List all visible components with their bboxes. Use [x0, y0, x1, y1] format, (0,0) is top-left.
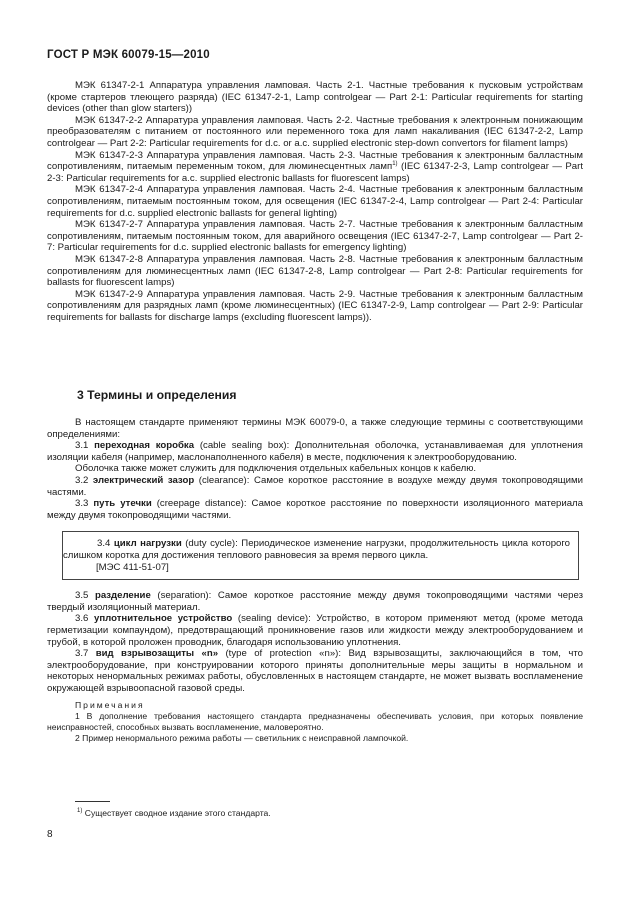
- term-name: цикл нагрузки: [113, 538, 182, 550]
- reference-item: МЭК 61347-2-7 Аппаратура управления ламповая. Часть 2-7. Частные требования к электронным балластным сопротивлениям, питаемым постоянным током, для аварийного освещения (IEC 61347-2-7, Lamp controlgear — Part 2-7: Particular requirements for d.c. supplied electronic ballasts for emergency lighting): [47, 219, 583, 254]
- section-heading: 3 Термины и определения: [77, 388, 237, 402]
- term-definition: 3.1 переходная коробка (cable sealing box): Дополнительная оболочка, устанавливаемая для уплотнения изоляции кабеля (например, маслонаполненного кабеля) в месте, подключения к электрооборудованию.: [47, 440, 583, 463]
- footnote: $^{1)}$ Существует сводное издание этого стандарта.: [77, 808, 271, 818]
- document-header: ГОСТ Р МЭК 60079-15—2010: [47, 49, 210, 61]
- term-name: путь утечки: [93, 498, 152, 510]
- reference-item: МЭК 61347-2-2 Аппаратура управления ламповая. Часть 2-2. Частные требования к электронным понижающим преобразователям с питанием от постоянного или переменного тока для ламп накаливания (IEC 61347-2-2, Lamp controlgear — Part 2-2: Particular requirements for d.c. or a.c. supplied electronic step-down convertors for filament lamps): [47, 114, 583, 149]
- term-name: переходная коробка: [94, 440, 195, 452]
- note-item: 2 Пример ненормального режима работы — светильник с неисправной лампочкой.: [75, 733, 409, 744]
- term-definition: 3.6 уплотнительное устройство (sealing device): Устройство, в котором применяют метод (кроме метода герметизации компаундом), предотвращающий проникновение газов или жидкости между электрооборудованием и трубой, в которой проложен проводник, благодаря использованию уплотнения.: [47, 613, 583, 648]
- term-name: вид взрывозащиты «n»: [95, 648, 219, 660]
- term-source-ref: [МЭС 411-51-07]: [96, 561, 169, 573]
- term-note: Оболочка также может служить для подключения отдельных кабельных концов к кабелю.: [75, 463, 477, 475]
- reference-item: МЭК 61347-2-4 Аппаратура управления ламповая. Часть 2-4. Частные требования к электронным балластным сопротивлениям, питаемым постоянным током, для освещения (IEC 61347-2-4, Lamp controlgear — Part 2-4: Particular requirements for d.c. supplied electronic ballasts for general lighting): [47, 184, 583, 219]
- notes-block: [47, 700, 583, 744]
- terms-section: [47, 417, 583, 744]
- boxed-term: [62, 531, 579, 580]
- note-item: 1 В дополнение требования настоящего стандарта предназначены обеспечивать условия, при которых появление неисправностей, способных вызвать воспламенение, маловероятно.: [47, 711, 583, 733]
- reference-item: МЭК 61347-2-9 Аппаратура управления ламповая. Часть 2-9. Частные требования к электронным балластным сопротивлениям для разрядных ламп (кроме люминесцентных) (IEC 61347-2-9, Lamp controlgear — Part 2-9: Particular requirements for ballasts for discharge lamps (excluding fluorescent lamps)).: [47, 288, 583, 323]
- term-definition: 3.5 разделение (separation): Самое короткое расстояние между двумя токопроводящими частями через твердый изоляционный материал.: [47, 590, 583, 613]
- footnote-ref: 1): [392, 160, 398, 167]
- footnote-mark: 1): [77, 808, 83, 815]
- term-definition: 3.4 цикл нагрузки (duty cycle): Периодическое изменение нагрузки, продолжительность цикла которого слишком коротка для достижения теплового равновесия за время первого цикла.: [63, 538, 570, 561]
- term-name: разделение: [94, 590, 151, 602]
- notes-title: Примечания: [75, 700, 145, 711]
- term-definition: 3.3 путь утечки (creepage distance): Самое короткое расстояние по поверхности изоляционного материала между двумя токопроводящими частями.: [47, 498, 583, 521]
- term-definition: 3.2 электрический зазор (clearance): Самое короткое расстояние в воздухе между двумя токопроводящими частями.: [47, 474, 583, 498]
- normative-references: [47, 80, 583, 323]
- term-name: электрический зазор: [92, 474, 195, 486]
- footnote-divider: [75, 801, 110, 802]
- reference-item: МЭК 61347-2-1 Аппаратура управления ламповая. Часть 2-1. Частные требования к пусковым устройствам (кроме стартеров тлеющего разряда) (IEC 61347-2-1, Lamp controlgear — Part 2-1: Particular requirements for starting devices (other than glow starters)): [47, 80, 583, 115]
- reference-item: МЭК 61347-2-8 Аппаратура управления ламповая. Часть 2-8. Частные требования к электронным балластным сопротивлениям для люминесцентных ламп (IEC 61347-2-8, Lamp controlgear — Part 2-8: Particular requirements for ballasts for fluorescent lamps): [47, 253, 583, 289]
- term-definition: 3.7 вид взрывозащиты «n» (type of protection «n»): Вид взрывозащиты, заключающийся в том, что электрооборудование, при конструировании которого приняты дополнительные меры защиты в нормальном и некоторых ненормальных режимах работы, обусловленных в настоящем стандарте, не может вызвать воспламенение окружающей взрывоопасной газовой среды.: [47, 648, 583, 694]
- section-intro: В настоящем стандарте применяют термины МЭК 60079-0, а также следующие термины с соответствующими определениями:: [47, 417, 583, 440]
- reference-item: МЭК 61347-2-3 Аппаратура управления ламповая. Часть 2-3. Частные требования к электронным балластным сопротивлениям, питаемым переменным током, для люминесцентных ламп$^{1)}$ (IEC 61347-2-3, Lamp controlgear — Part 2-3: Particular requirements for a.c. supplied electronic ballasts for fluorescent lamps): [47, 149, 583, 184]
- page-number: 8: [47, 829, 53, 840]
- term-name: уплотнительное устройство: [94, 613, 233, 625]
